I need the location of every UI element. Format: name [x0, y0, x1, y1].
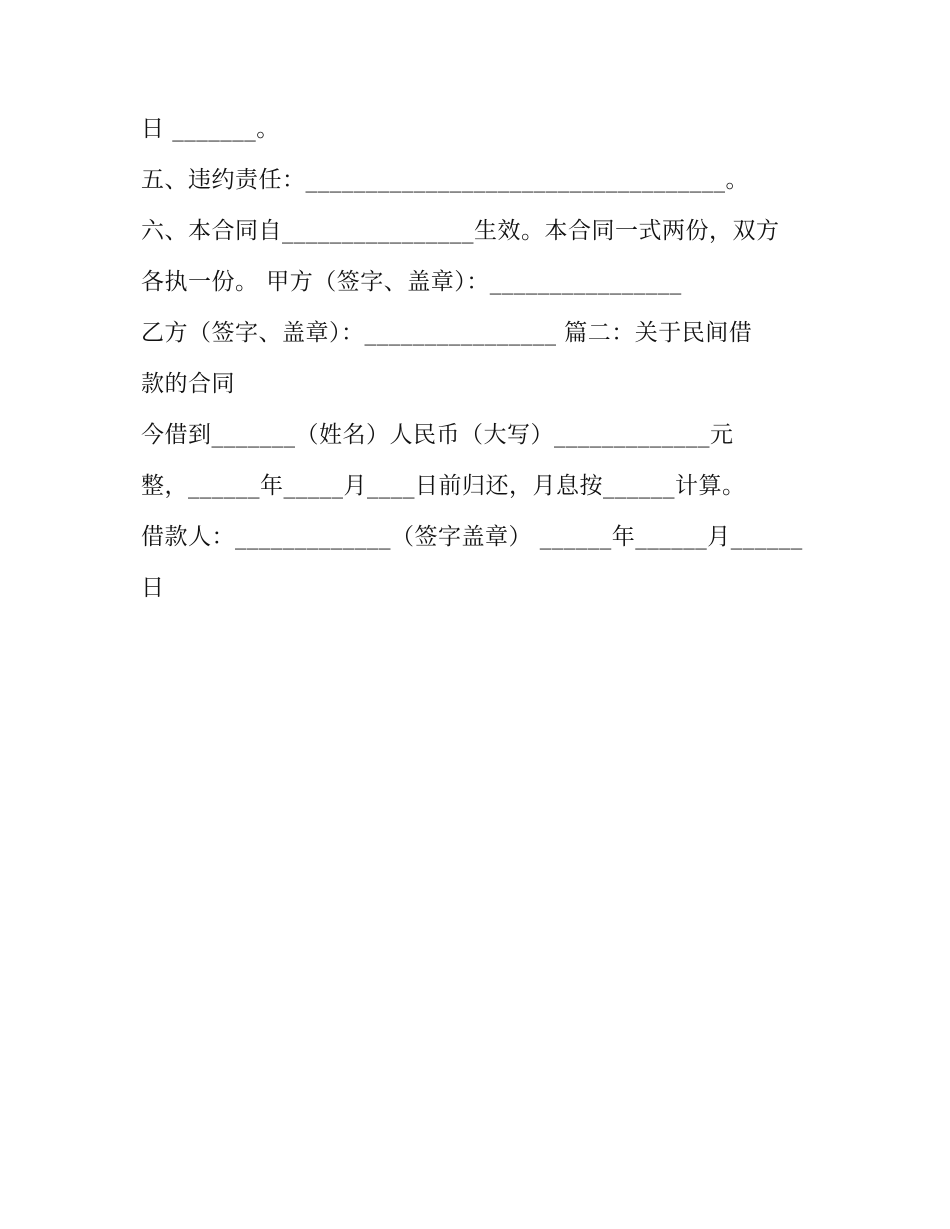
text-line: 各执一份。 甲方（签字、盖章）：________________ — [141, 269, 682, 295]
text-line: 整，______年_____月____日前归还，月息按______计算。 — [141, 473, 746, 499]
text-line: 今借到_______（姓名）人民币（大写）_____________元 — [141, 422, 734, 448]
text-line: 日 _______。 — [141, 116, 280, 142]
text-line: 日 — [141, 575, 165, 601]
text-line: 款的合同 — [141, 371, 235, 397]
text-line: 六、本合同自________________生效。本合同一式两份，双方 — [141, 218, 780, 244]
text-line: 乙方（签字、盖章）：________________ 篇二：关于民间借 — [141, 320, 753, 346]
text-line: 五、违约责任：___________________________________。 — [141, 167, 749, 193]
text-line: 借款人：_____________（签字盖章） ______年______月______ — [141, 524, 803, 550]
document-body — [141, 108, 821, 618]
